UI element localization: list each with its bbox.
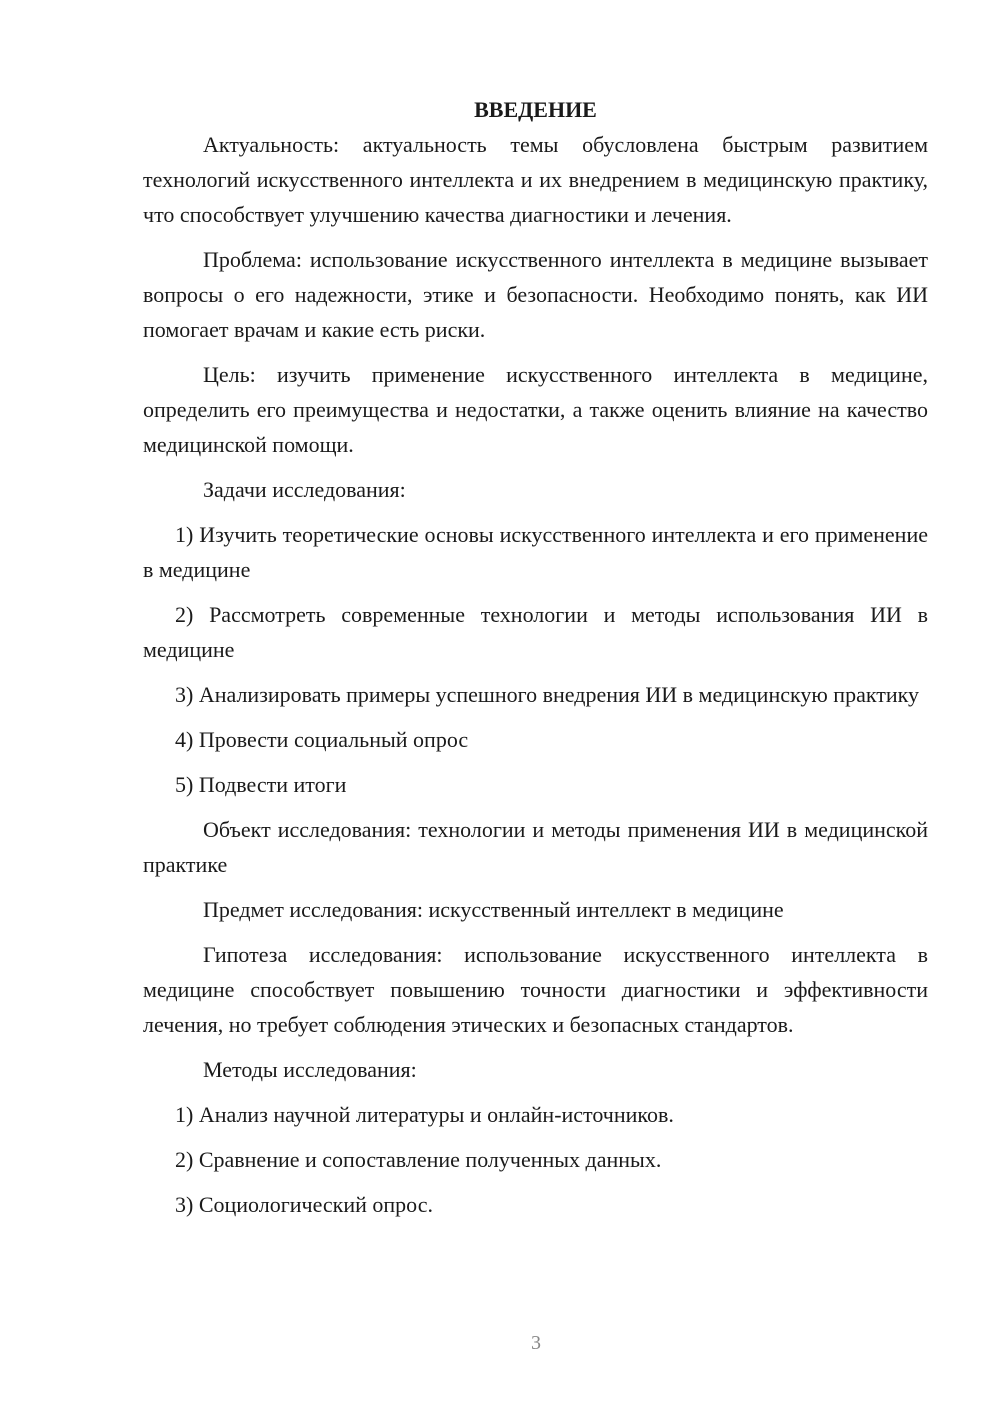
method-item-1: 1) Анализ научной литературы и онлайн-источников.	[175, 1102, 674, 1127]
problem-paragraph: Проблема: использование искусственного интеллекта в медицине вызывает вопросы о его надежности, этике и безопасности. Необходимо понять, как ИИ помогает врачам и какие есть риски.	[143, 247, 928, 342]
goal-paragraph: Цель: изучить применение искусственного интеллекта в медицине, определить его преимущества и недостатки, а также оценить влияние на качество медицинской помощи.	[143, 362, 928, 457]
subject-paragraph: Предмет исследования: искусственный интеллект в медицине	[203, 897, 784, 922]
task-item-5: 5) Подвести итоги	[175, 772, 347, 797]
object-paragraph: Объект исследования: технологии и методы применения ИИ в медицинской практике	[143, 817, 928, 877]
page-title: ВВЕДЕНИЕ	[474, 97, 597, 122]
methods-heading: Методы исследования:	[203, 1057, 417, 1082]
task-item-2: 2) Рассмотреть современные технологии и методы использования ИИ в медицине	[143, 602, 928, 662]
method-item-2: 2) Сравнение и сопоставление полученных данных.	[175, 1147, 662, 1172]
task-item-4: 4) Провести социальный опрос	[175, 727, 469, 752]
hypothesis-paragraph: Гипотеза исследования: использование искусственного интеллекта в медицине способствует повышению точности диагностики и эффективности лечения, но требует соблюдения этических и безопасных стандартов.	[143, 942, 928, 1037]
relevance-paragraph: Актуальность: актуальность темы обусловлена быстрым развитием технологий искусственного интеллекта и их внедрением в медицинскую практику, что способствует улучшению качества диагностики и лечения.	[143, 132, 928, 227]
task-item-3: 3) Анализировать примеры успешного внедрения ИИ в медицинскую практику	[175, 682, 919, 707]
method-item-3: 3) Социологический опрос.	[175, 1192, 433, 1217]
document-page	[143, 92, 928, 1222]
tasks-heading: Задачи исследования:	[203, 477, 406, 502]
task-item-1: 1) Изучить теоретические основы искусственного интеллекта и его применение в медицине	[143, 522, 928, 582]
page-number: 3	[531, 1332, 541, 1354]
